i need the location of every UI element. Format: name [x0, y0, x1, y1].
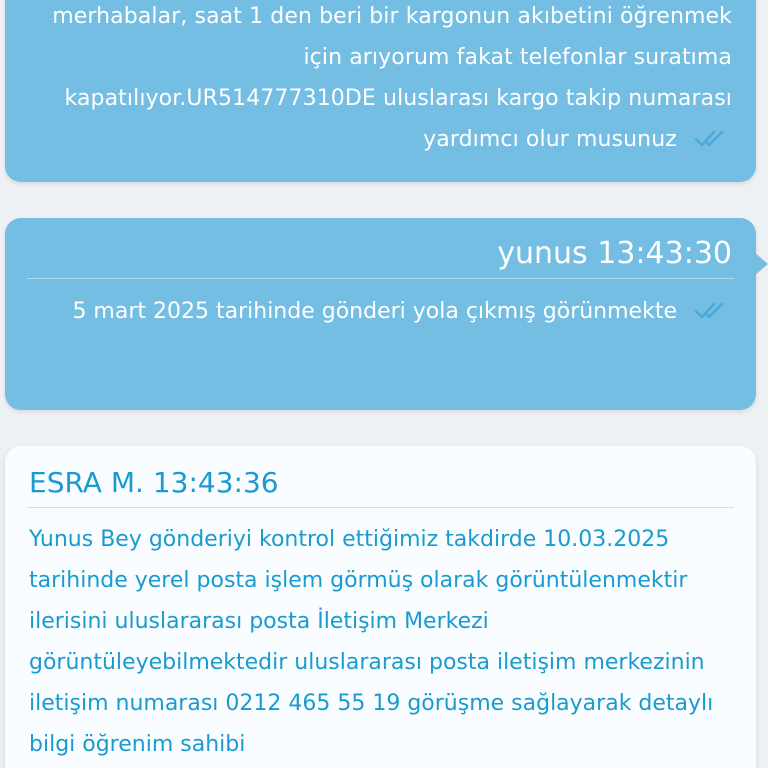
message-header [29, 462, 279, 504]
header-divider [27, 278, 734, 279]
message-text: 5 mart 2025 tarihinde gönderi yola çıkmış görünmekte [72, 299, 677, 324]
agent-message-bubble [5, 446, 756, 768]
user-message-bubble [5, 0, 756, 182]
message-text: Yunus Bey gönderiyi kontrol ettiğimiz takdirde 10.03.2025 tarihinde yerel posta işlem görmüş olarak görüntülenmektir ilerisini uluslararası posta İletişim Merkezi görüntüleyebilmektedir uluslararası posta iletişim merkezinin iletişim numarası 0212 465 55 19 görüşme sağlayarak detaylı bilgi öğrenim sahibi [29, 527, 714, 757]
message-text: merhabalar, saat 1 den beri bir kargonun akıbetini öğrenmek için arıyorum fakat telefonlar suratıma kapatılıyor.UR514777310DE uluslarası kargo takip numarası yardımcı olur musunuz [52, 4, 732, 152]
message-time: 13:43:36 [152, 466, 279, 499]
message-body [29, 519, 744, 765]
message-header [497, 232, 732, 276]
message-body [32, 291, 732, 333]
double-check-icon [692, 300, 732, 320]
message-time: 13:43:30 [597, 236, 732, 271]
header-divider [27, 507, 734, 508]
sender-name: ESRA M. [29, 466, 144, 499]
bubble-tail [754, 252, 768, 276]
user-message-bubble [5, 218, 756, 410]
double-check-icon [692, 128, 732, 148]
message-body [32, 0, 732, 160]
sender-name: yunus [497, 236, 588, 271]
